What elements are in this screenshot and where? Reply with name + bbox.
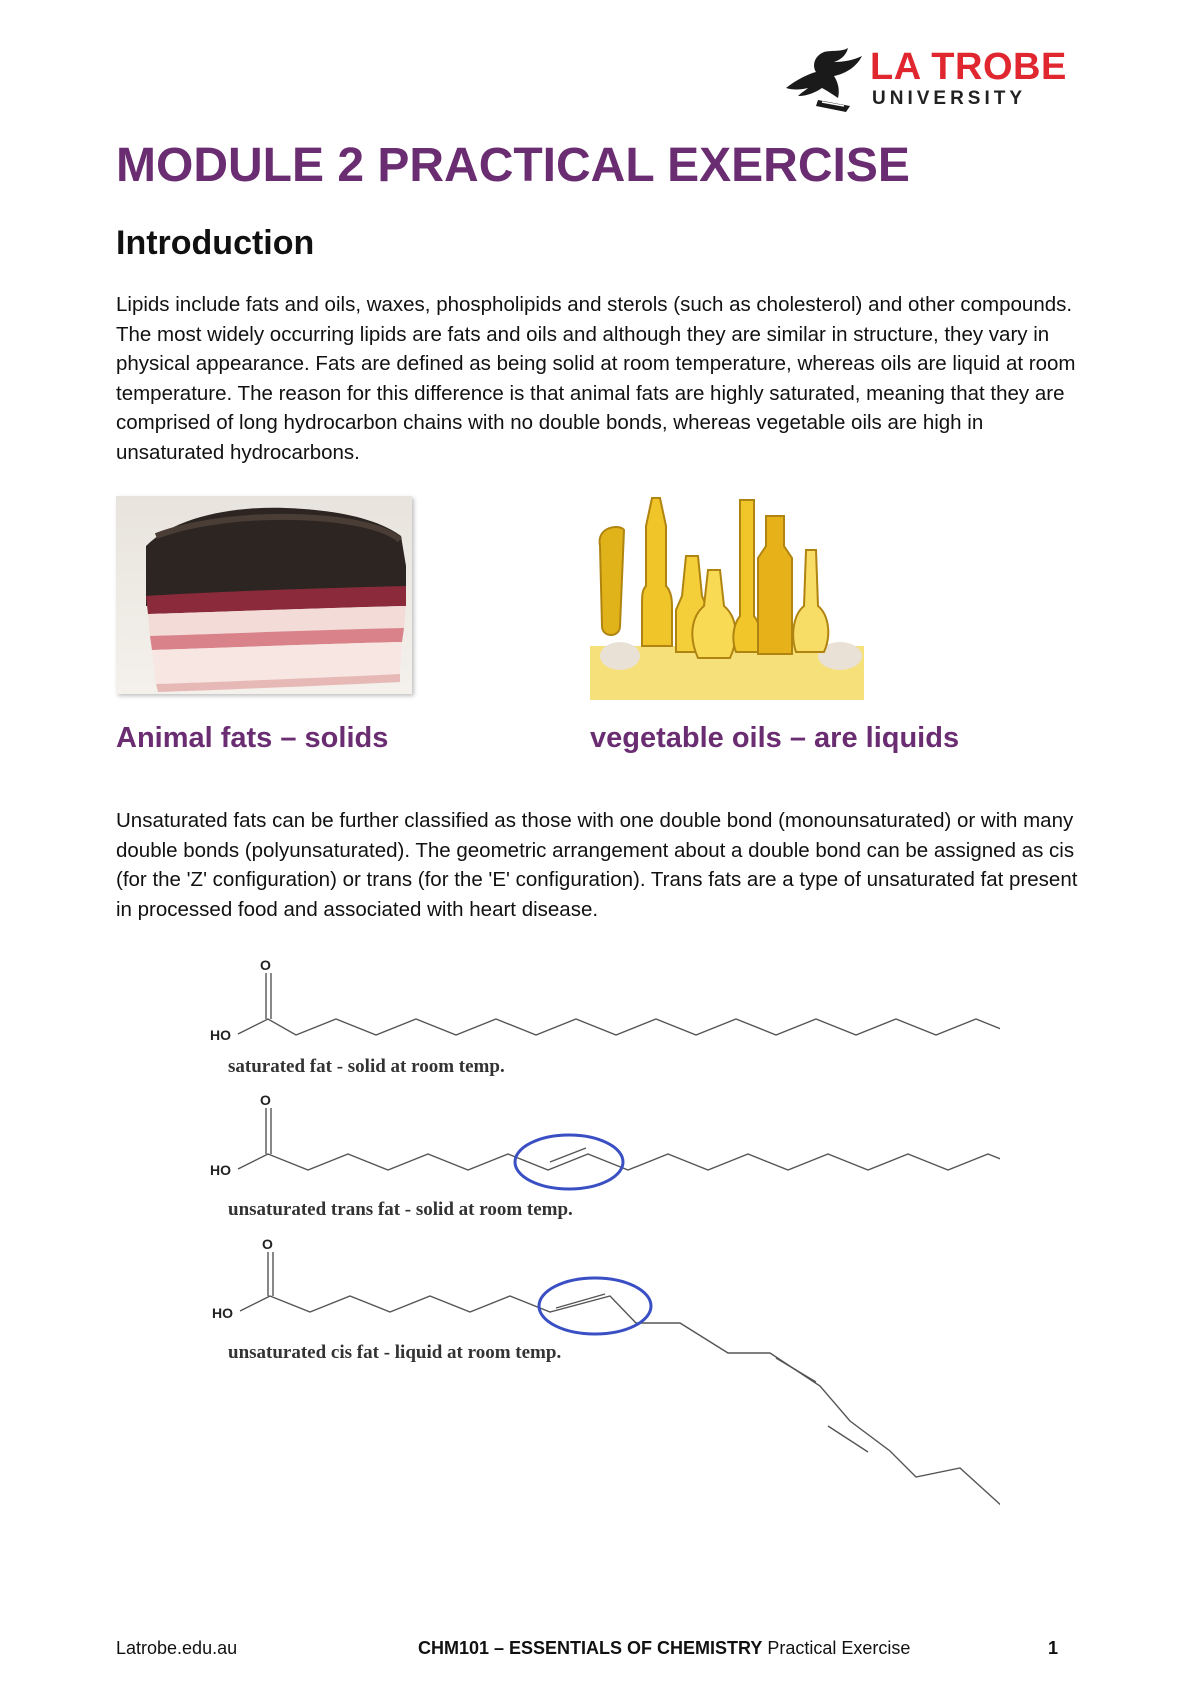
oxygen-atom-2: O bbox=[260, 1092, 271, 1108]
hydroxyl-label-3: HO bbox=[212, 1305, 233, 1321]
trans-fat-structure bbox=[238, 1108, 1000, 1170]
cis-double-bond-highlight bbox=[539, 1278, 651, 1334]
footer-course bbox=[418, 1638, 910, 1659]
footer-course-code: CHM101 – ESSENTIALS OF CHEMISTRY bbox=[418, 1638, 763, 1658]
unsaturated-paragraph: Unsaturated fats can be further classified as those with one double bond (monounsaturated) or with many double bonds (polyunsaturated). The geometric arrangement about a double bond can be assigned as cis (for the 'Z' configuration) or trans (for the 'E' configuration). Trans fats are a type of unsaturated fat present in processed food and associated with heart disease. bbox=[116, 809, 1078, 921]
cis-fat-label: unsaturated cis fat - liquid at room temp. bbox=[228, 1342, 562, 1363]
oxygen-atom-3: O bbox=[262, 1236, 273, 1252]
logo-subtitle: UNIVERSITY bbox=[872, 88, 1027, 109]
saturated-fat-structure bbox=[238, 973, 1000, 1035]
hydroxyl-label-2: HO bbox=[210, 1162, 231, 1178]
page-number: 1 bbox=[1048, 1638, 1059, 1658]
trans-fat-label: unsaturated trans fat - solid at room temp. bbox=[228, 1199, 573, 1220]
animal-fat-photo bbox=[116, 496, 412, 694]
saturated-fat-label: saturated fat - solid at room temp. bbox=[228, 1056, 505, 1077]
university-logo bbox=[782, 44, 1082, 114]
section-heading: Introduction bbox=[116, 224, 315, 262]
fatty-acid-structures bbox=[200, 956, 1000, 1516]
footer-website: Latrobe.edu.au bbox=[116, 1638, 238, 1658]
eagle-icon bbox=[782, 44, 866, 114]
footer-course-suffix: Practical Exercise bbox=[762, 1638, 911, 1658]
cis-fat-structure bbox=[240, 1252, 1000, 1508]
logo-name: LA TROBE bbox=[870, 46, 1067, 88]
vegetable-oils-photo bbox=[590, 486, 864, 700]
oxygen-atom-1: O bbox=[260, 957, 271, 973]
hydroxyl-label-1: HO bbox=[210, 1027, 231, 1043]
vegetable-oils-caption: vegetable oils – are liquids bbox=[590, 722, 960, 754]
animal-fats-caption: Animal fats – solids bbox=[116, 722, 389, 754]
page-title: MODULE 2 PRACTICAL EXERCISE bbox=[116, 139, 910, 192]
intro-paragraph: Lipids include fats and oils, waxes, phospholipids and sterols (such as cholesterol) and other compounds. The most widely occurring lipids are fats and oils and although they are similar in structure, they vary in physical appearance. Fats are defined as being solid at room temperature, whereas oils are liquid at room temperature. The reason for this difference is that animal fats are highly saturated, meaning that they are comprised of long hydrocarbon chains with no double bonds, whereas vegetable oils are high in unsaturated hydrocarbons. bbox=[116, 293, 1076, 464]
